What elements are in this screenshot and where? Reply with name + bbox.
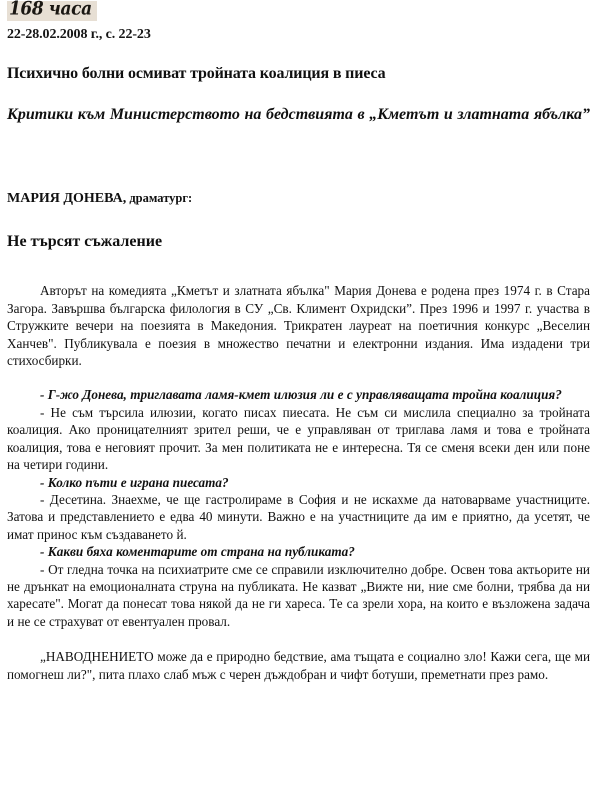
question-2: - Колко пъти е играна пиесата? (40, 474, 229, 490)
byline (7, 191, 590, 207)
answer-3: - От гледна точка на психиатрите сме се справили изключително добре. Освен това актьорите ни не дрънкат на емоционалната струна на публиката. Не казват „Вижте ни, ние сме болни, трябва да ни харесате". Могат да понесат това някой да не ги хареса. Те са зрели хора, на които е възложена задача и не се страхуват от евентуален провал. (7, 561, 590, 629)
question-3: - Какви бяха коментарите от страна на публиката? (40, 544, 355, 560)
byline-name: МАРИЯ ДОНЕВА, (7, 191, 127, 207)
masthead (7, 0, 590, 43)
newspaper-logo-icon: 168 часа (9, 0, 92, 21)
answer-2: - Десетина. Знаехме, че ще гастролираме в София и не искахме да натоварваме участниците. Затова и представлението е едва 40 минути. Важно е на участниците да им е приятно, да усетят, че имат принос към създаването й. (7, 491, 590, 542)
publication-logo (7, 1, 97, 21)
byline-role: драматург: (126, 191, 193, 206)
question-1: - Г-жо Донева, триглавата ламя-кмет илюзия ли е с управляващата тройна коалиция? (40, 387, 562, 403)
paragraph-intro: Авторът на комедията „Кметът и златната ябълка" Мария Донева е родена през 1974 г. в Стара Загора. Завършва българска филология в СУ „Св. Климент Охридски”. През 1996 и 1997 г. участва в Стружките вечери на поезията в Македония. Трикратен лауреат на поетичния конкурс „Веселин Ханчев". Публикувала е поезия в множество печатни и електронни издания. Има издадени три стихосбирки. (7, 283, 590, 369)
paragraph-closing: „НАВОДНЕНИЕТО може да е природно бедствие, ама тъщата е социално зло! Кажи сега, ще ми помогнеш ли?", пита плахо слаб мъж с черен дъждобран и чифт ботуши, преметнати през рамо. (7, 649, 590, 682)
issue-date-line: 22-28.02.2008 г., с. 22-23 (7, 27, 151, 42)
answer-1: - Не съм търсила илюзии, когато писах пиесата. Не съм си мислила специално за тройната коалиция. Ако проницателният зрител реши, че е управляван от триглава ламя и това е тройната коалиция, това е неговият прочит. За мен политиката не е интересна. Тя се сменя всеки ден или поне на четири години. (7, 404, 590, 473)
section-title: Не търсят съжаление (7, 233, 163, 251)
article-subheadline: Критики към Министерството на бедствията в „Кметът и златната ябълка” (7, 106, 590, 123)
page-title: Психично болни осмиват тройната коалиция в пиеса (7, 65, 386, 82)
article-body (7, 282, 590, 683)
